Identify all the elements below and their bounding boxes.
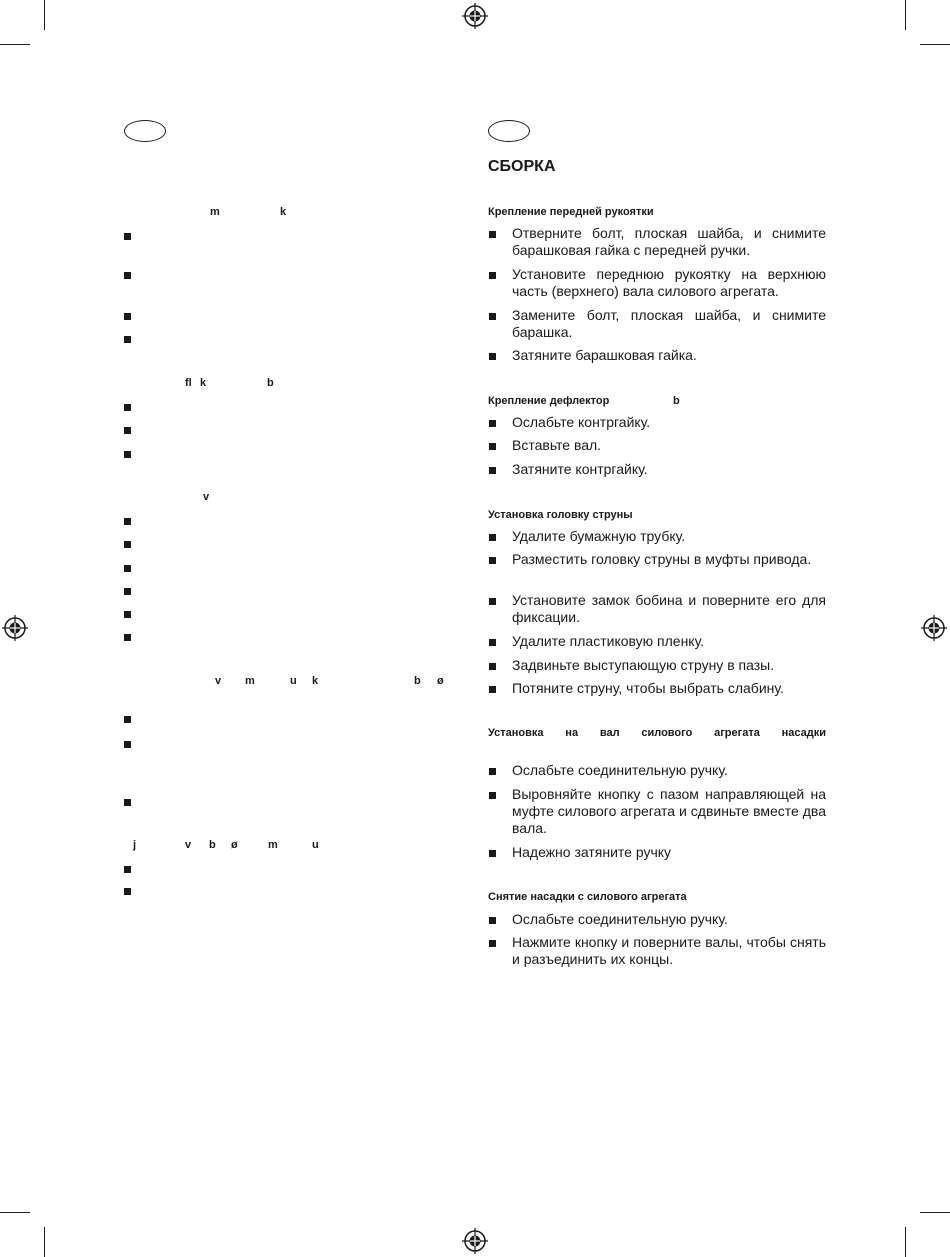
left-heading-fragment: u	[312, 839, 319, 851]
bullet-icon	[489, 353, 496, 360]
crop-mark-top-left-v	[44, 0, 45, 30]
bullet-icon	[124, 427, 131, 434]
section-heading-front-handle: Крепление передней рукоятки	[488, 206, 654, 218]
list-item: Потяните струну, чтобы выбрать слабину.	[512, 680, 784, 696]
bullet-icon	[489, 639, 496, 646]
left-heading-fragment: b	[209, 839, 216, 851]
bullet-icon	[489, 557, 496, 564]
list-item: Удалите бумажную трубку.	[512, 528, 686, 544]
bullet-icon	[489, 917, 496, 924]
crop-mark-top-right-h	[920, 44, 950, 45]
bullet-icon	[124, 404, 131, 411]
list-item: Надежно затяните ручку	[512, 844, 672, 860]
crop-mark-bottom-left-h	[0, 1212, 30, 1213]
section-heading-removal: Снятие насадки с силового агрегата	[488, 891, 687, 903]
list-item: Ослабьте соединительную ручку.	[512, 911, 728, 927]
bullet-icon	[124, 741, 131, 748]
crop-mark-bottom-left-v	[44, 1227, 45, 1257]
bullet-icon	[489, 534, 496, 541]
bullet-icon	[489, 686, 496, 693]
crop-mark-bottom-right-v	[905, 1227, 906, 1257]
left-heading-fragment: b	[414, 675, 421, 687]
left-heading-fragment: v	[215, 675, 222, 687]
bullet-icon	[124, 313, 131, 320]
left-heading-fragment: b	[267, 377, 274, 389]
bullet-icon	[124, 541, 131, 548]
bullet-icon	[489, 663, 496, 670]
left-heading-fragment: m	[245, 675, 255, 687]
left-heading-fragment: ø	[437, 675, 444, 687]
left-heading-fragment: v	[203, 491, 210, 503]
registration-mark-icon	[462, 1228, 488, 1254]
left-heading-fragment: k	[312, 675, 319, 687]
bullet-icon	[124, 799, 131, 806]
bullet-icon	[124, 565, 131, 572]
list-item: Ослабьте контргайку.	[512, 414, 651, 430]
bullet-icon	[124, 233, 131, 240]
registration-mark-icon	[2, 615, 28, 641]
bullet-icon	[489, 792, 496, 799]
crop-mark-bottom-right-h	[920, 1212, 950, 1213]
list-item: Установите переднюю рукоятку на верхнюю часть (верхнего) вала силового агрегата.	[512, 266, 826, 299]
list-item: Нажмите кнопку и поверните валы, чтобы снять и разъединить их концы.	[512, 934, 826, 967]
section-heading-deflector: Крепление дефлектор	[488, 395, 610, 407]
list-item: Разместить головку струны в муфты привода.	[512, 551, 812, 567]
list-item: Выровняйте кнопку с пазом направляющей на муфте силового агрегата и сдвиньте вместе два вала.	[512, 786, 826, 836]
left-heading-fragment: v	[185, 839, 192, 851]
language-badge-right	[488, 120, 530, 142]
bullet-icon	[489, 231, 496, 238]
language-badge-left	[124, 120, 166, 142]
left-heading-fragment: j	[133, 839, 137, 851]
bullet-icon	[124, 866, 131, 873]
registration-mark-icon	[921, 615, 947, 641]
list-item: Замените болт, плоская шайба, и снимите барашка.	[512, 307, 826, 340]
list-item: Затяните барашковая гайка.	[512, 347, 697, 363]
bullet-icon	[124, 518, 131, 525]
left-heading-fragment: k	[200, 377, 207, 389]
bullet-icon	[124, 888, 131, 895]
left-heading-fragment: fl	[185, 377, 192, 389]
bullet-icon	[124, 451, 131, 458]
list-item: Отверните болт, плоская шайба, и снимите барашковая гайка с передней ручки.	[512, 225, 826, 258]
section-heading-deflector-extra: b	[673, 395, 680, 407]
left-heading-fragment: m	[268, 839, 278, 851]
bullet-icon	[489, 420, 496, 427]
registration-mark-icon	[462, 3, 488, 29]
bullet-icon	[124, 634, 131, 641]
bullet-icon	[124, 716, 131, 723]
bullet-icon	[124, 336, 131, 343]
section-heading-shaft-attachment: Установка на вал силового агрегата насадки	[488, 727, 826, 739]
bullet-icon	[489, 313, 496, 320]
list-item: Установите замок бобина и поверните его для фиксации.	[512, 592, 826, 625]
list-item: Вставьте вал.	[512, 437, 602, 453]
list-item: Ослабьте соединительную ручку.	[512, 762, 728, 778]
crop-mark-top-right-v	[905, 0, 906, 30]
section-heading-string-head: Установка головку струны	[488, 509, 633, 521]
left-heading-fragment: m	[210, 206, 220, 218]
bullet-icon	[489, 850, 496, 857]
list-item: Удалите пластиковую пленку.	[512, 633, 705, 649]
bullet-icon	[124, 272, 131, 279]
bullet-icon	[489, 768, 496, 775]
bullet-icon	[489, 598, 496, 605]
crop-mark-top-left-h	[0, 44, 30, 45]
bullet-icon	[489, 272, 496, 279]
list-item: Затяните контргайку.	[512, 461, 648, 477]
bullet-icon	[489, 443, 496, 450]
bullet-icon	[489, 467, 496, 474]
bullet-icon	[124, 611, 131, 618]
left-heading-fragment: k	[280, 206, 287, 218]
bullet-icon	[124, 588, 131, 595]
bullet-icon	[489, 940, 496, 947]
list-item: Задвиньте выступающую струну в пазы.	[512, 657, 775, 673]
left-heading-fragment: u	[290, 675, 297, 687]
left-heading-fragment: ø	[231, 839, 238, 851]
page-title: СБОРКА	[488, 158, 556, 175]
